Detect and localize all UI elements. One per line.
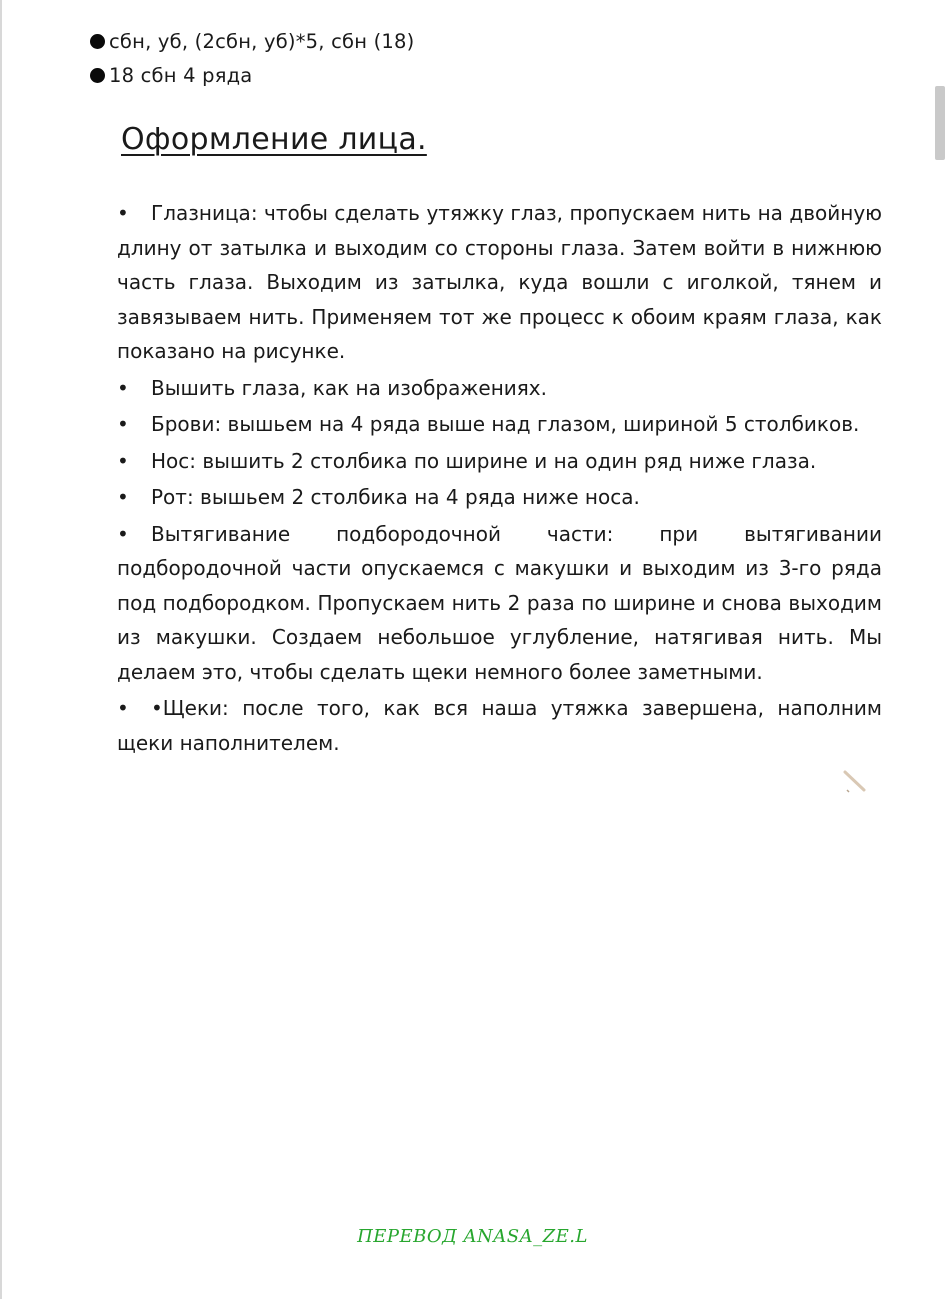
instruction-item (117, 480, 882, 515)
instruction-text: Вытягивание подбородочной части: при вытягивании подбородочной части опускаемся с макушки и выходим из 3-го ряда под подбородком. Пропускаем нить 2 раза по ширине и снова выходим из макушки. Создаем небольшое углубление, натягивая нить. Мы делаем это, чтобы сделать щеки немного более заметными. (117, 521, 882, 684)
section-title: Оформление лица. (121, 122, 427, 157)
instruction-item (117, 371, 882, 406)
instruction-text: •Щеки: после того, как вся наша утяжка завершена, наполним щеки наполнителем. (117, 696, 882, 755)
instruction-list (117, 196, 882, 762)
instruction-text: Глазница: чтобы сделать утяжку глаз, пропускаем нить на двойную длину от затылка и выходим со стороны глаза. Затем войти в нижнюю часть глаза. Выходим из затылка, куда вошли с иголкой, тянем и завязываем нить. Применяем тот же процесс к обоим краям глаза, как показано на рисунке. (117, 201, 882, 363)
instruction-item (117, 407, 882, 442)
pattern-row (90, 30, 414, 53)
instruction-text: Брови: вышьем на 4 ряда выше над глазом, шириной 5 столбиков. (151, 412, 860, 436)
instruction-text: Вышить глаза, как на изображениях. (151, 375, 547, 400)
bullet-icon: • (117, 201, 129, 225)
page-edge (0, 0, 2, 1299)
bullet-icon: • (117, 485, 129, 509)
bullet-icon: • (117, 448, 129, 473)
instruction-item (117, 691, 882, 760)
pattern-row (90, 64, 252, 87)
instruction-text: Нос: вышить 2 столбика по ширине и на один ряд ниже глаза. (151, 448, 817, 473)
instruction-item (117, 196, 882, 369)
pattern-row-text: сбн, уб, (2сбн, уб)*5, сбн (18) (109, 30, 415, 53)
bullet-icon: • (117, 696, 129, 720)
instruction-text: Рот: вышьем 2 столбика на 4 ряда ниже носа. (151, 485, 640, 509)
bullet-icon: • (117, 375, 129, 400)
bullet-dot-icon (90, 34, 105, 49)
instruction-item (117, 517, 882, 690)
scrollbar-thumb[interactable] (935, 86, 945, 160)
pencil-mark-icon (842, 768, 868, 794)
instruction-item (117, 444, 882, 479)
translator-credit: ПЕРЕВОД ANASA_ZE.L (357, 1226, 588, 1247)
bullet-dot-icon (90, 68, 105, 83)
bullet-icon: • (117, 412, 129, 436)
pattern-row-text: 18 сбн 4 ряда (109, 64, 253, 87)
bullet-icon: • (117, 521, 129, 546)
